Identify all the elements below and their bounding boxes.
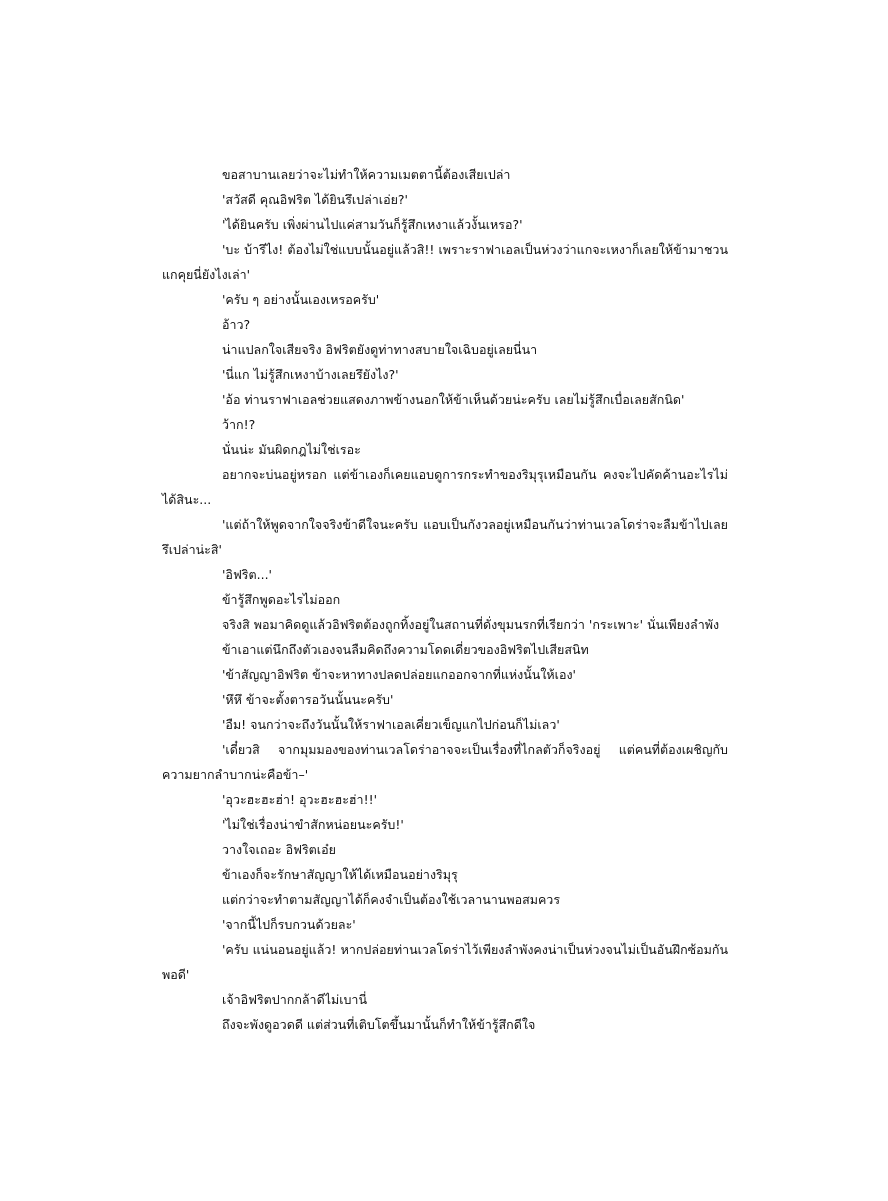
paragraph: 'เดี๋ยวสิ จากมุมมองของท่านเวลโดร่าอาจจะเป็นเรื่องที่ไกลตัวก็จริงอยู่ แต่คนที่ต้องเผชิญกับความยากลำบากน่ะคือข้า–' [162,742,728,782]
paragraph: 'ไม่ใช่เรื่องน่าขำสักหน่อยนะครับ!' [222,817,404,832]
paragraph: อ้าว? [222,317,251,332]
paragraph: นั่นน่ะ มันผิดกฎไม่ใช่เรอะ [222,442,361,457]
paragraph: น่าแปลกใจเสียจริง อิฟริตยังดูท่าทางสบายใจเฉิบอยู่เลยนี่นา [222,342,538,357]
paragraph: ข้าเองก็จะรักษาสัญญาให้ได้เหมือนอย่างริมุรุ [222,867,458,882]
paragraph: 'ครับ ๆ อย่างนั้นเองเหรอครับ' [222,292,380,307]
paragraph: 'อ้อ ท่านราฟาเอลช่วยแสดงภาพข้างนอกให้ข้าเห็นด้วยน่ะครับ เลยไม่รู้สึกเบื่อเลยสักนิด' [222,392,685,407]
paragraph: 'บะ บ้ารึไง! ต้องไม่ใช่แบบนั้นอยู่แล้วสิ!! เพราะราฟาเอลเป็นห่วงว่าแกจะเหงาก็เลยให้ข้ามาชวนแกคุยนี่ยังไงเล่า' [162,242,728,282]
paragraph: 'นี่แก ไม่รู้สึกเหงาบ้างเลยรึยังไง?' [222,367,399,382]
paragraph: วางใจเถอะ อิฟริตเอ๋ย [222,842,336,857]
paragraph: แต่กว่าจะทำตามสัญญาได้ก็คงจำเป็นต้องใช้เวลานานพอสมควร [222,892,561,907]
paragraph: ถึงจะพังดูอวดดี แต่ส่วนที่เติบโตขึ้นมานั้นก็ทำให้ข้ารู้สึกดีใจ [222,1017,536,1032]
paragraph: จริงสิ พอมาคิดดูแล้วอิฟริตต้องถูกทิ้งอยู่ในสถานที่ดั่งขุมนรกที่เรียกว่า 'กระเพาะ' นั่นเพียงลำพัง [222,617,720,632]
paragraph: 'แต่ถ้าให้พูดจากใจจริงข้าดีใจนะครับ แอบเป็นกังวลอยู่เหมือนกันว่าท่านเวลโดร่าจะลืมข้าไปเลยรึเปล่าน่ะสิ' [162,517,728,557]
paragraph: 'ข้าสัญญาอิฟริต ข้าจะหาทางปลดปล่อยแกออกจากที่แห่งนั้นให้เอง' [222,667,576,682]
paragraph: ว้าก!? [222,417,256,432]
paragraph: 'ครับ แน่นอนอยู่แล้ว! หากปล่อยท่านเวลโดร่าไว้เพียงลำพังคงน่าเป็นห่วงจนไม่เป็นอันฝึกซ้อมกันพอดี' [162,942,728,982]
paragraph: 'อุวะฮะฮะฮ่า! อุวะฮะฮะฮ่า!!' [222,792,378,807]
paragraph: 'จากนี้ไปก็รบกวนด้วยละ' [222,917,356,932]
paragraph: 'สวัสดี คุณอิฟริต ได้ยินรึเปล่าเอ่ย?' [222,192,408,207]
paragraph: 'ได้ยินครับ เพิ่งผ่านไปแค่สามวันก็รู้สึกเหงาแล้วงั้นเหรอ?' [222,217,523,232]
paragraph: 'หึหึ ข้าจะตั้งตารอวันนั้นนะครับ' [222,692,394,707]
paragraph: 'อิฟริต...' [222,567,272,582]
paragraph: 'อืม! จนกว่าจะถึงวันนั้นให้ราฟาเอลเคี่ยวเข็ญแกไปก่อนก็ไม่เลว' [222,717,560,732]
paragraph: เจ้าอิฟริตปากกล้าดีไม่เบานี่ [222,992,367,1007]
story-text [162,162,728,1037]
paragraph: อยากจะบ่นอยู่หรอก แต่ข้าเองก็เคยแอบดูการกระทำของริมุรุเหมือนกัน คงจะไปคัดค้านอะไรไม่ได้สินะ... [162,467,728,507]
paragraph: ข้าเอาแต่นึกถึงตัวเองจนลืมคิดถึงความโดดเดี่ยวของอิฟริตไปเสียสนิท [222,642,589,657]
paragraph: ข้ารู้สึกพูดอะไรไม่ออก [222,592,341,607]
paragraph: ขอสาบานเลยว่าจะไม่ทำให้ความเมตตานี้ต้องเสียเปล่า [222,167,511,182]
